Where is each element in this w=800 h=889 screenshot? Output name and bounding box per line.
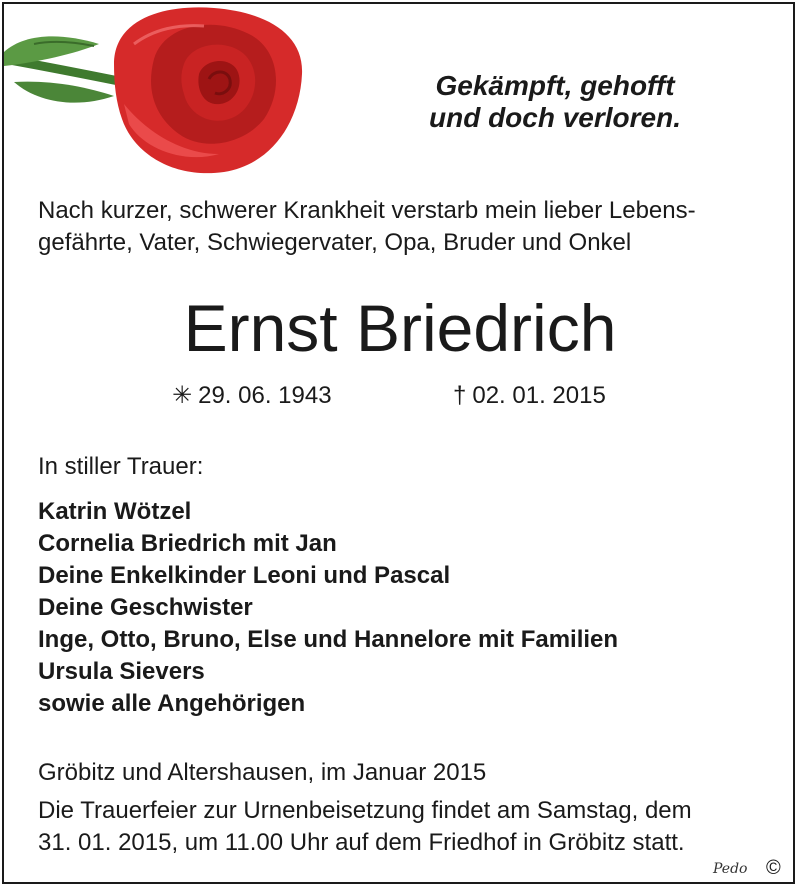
intro-line-1: Nach kurzer, schwerer Krankheit verstarb mein lieber Lebens- bbox=[38, 197, 696, 224]
death-date: 02. 01. 2015 bbox=[472, 382, 606, 409]
mourner-name: Ursula Sievers bbox=[38, 658, 205, 685]
motto-line-2: und doch verloren. bbox=[428, 102, 682, 133]
motto-line-1: Gekämpft, gehofft bbox=[435, 70, 675, 101]
birth-date: 29. 06. 1943 bbox=[198, 382, 332, 409]
mourner-name: Cornelia Briedrich mit Jan bbox=[38, 530, 337, 557]
motto bbox=[390, 70, 720, 134]
place-date: Gröbitz und Altershausen, im Januar 2015 bbox=[38, 759, 487, 786]
mourner-name: Deine Enkelkinder Leoni und Pascal bbox=[38, 562, 451, 589]
service-line-2: 31. 01. 2015, um 11.00 Uhr auf dem Friedhof in Gröbitz statt. bbox=[38, 829, 685, 856]
service-info bbox=[38, 795, 778, 859]
birth-star-icon: ✳ bbox=[172, 382, 193, 409]
service-line-1: Die Trauerfeier zur Urnenbeisetzung findet am Samstag, dem bbox=[38, 797, 692, 824]
death-cross-icon: † bbox=[453, 382, 467, 409]
birth-date-block bbox=[172, 380, 332, 412]
mourner-name: Inge, Otto, Bruno, Else und Hannelore mit Familien bbox=[38, 626, 619, 653]
mourner-name: Deine Geschwister bbox=[38, 594, 253, 621]
artist-signature: Pedo bbox=[713, 861, 748, 877]
copyright-icon: © bbox=[766, 857, 781, 879]
intro-text bbox=[38, 195, 778, 259]
mourners-list bbox=[38, 496, 618, 720]
mourner-name: Katrin Wötzel bbox=[38, 498, 192, 525]
rose-image bbox=[4, 4, 304, 179]
intro-line-2: gefährte, Vater, Schwiegervater, Opa, Bruder und Onkel bbox=[38, 229, 632, 256]
deceased-name: Ernst Briedrich bbox=[183, 291, 617, 365]
mourning-label: In stiller Trauer: bbox=[38, 453, 204, 480]
death-date-block bbox=[453, 380, 606, 412]
mourner-name: sowie alle Angehörigen bbox=[38, 690, 306, 717]
